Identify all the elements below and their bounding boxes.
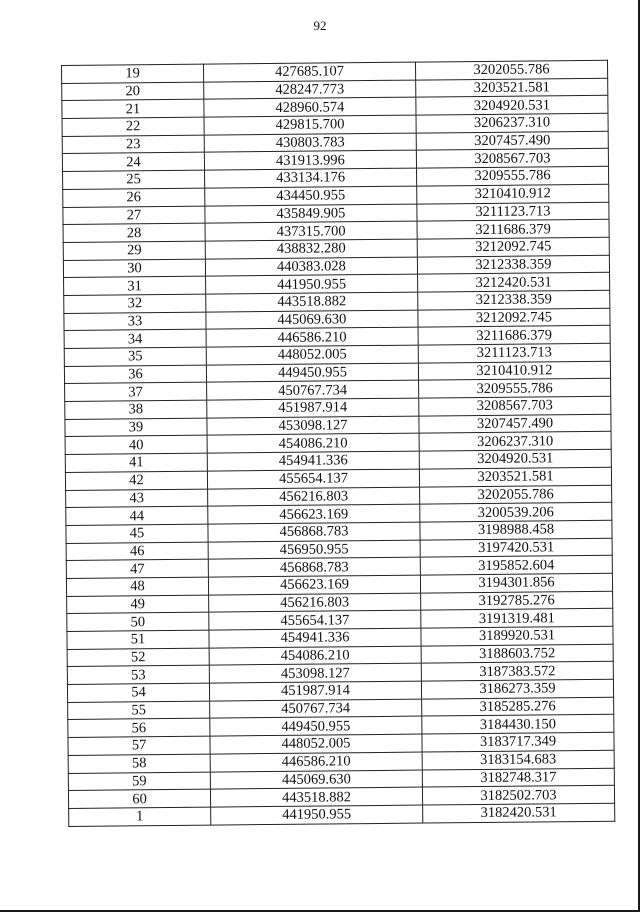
y-coordinate-cell: 3200539.206 bbox=[420, 502, 612, 522]
x-coordinate-cell: 456950.955 bbox=[208, 540, 420, 560]
y-coordinate-cell: 3194301.856 bbox=[420, 573, 612, 593]
x-coordinate-cell: 453098.127 bbox=[207, 416, 419, 436]
x-coordinate-cell: 443518.882 bbox=[210, 787, 422, 807]
x-coordinate-cell: 437315.700 bbox=[205, 221, 417, 241]
point-number-cell: 60 bbox=[68, 789, 210, 808]
y-coordinate-cell: 3184430.150 bbox=[422, 715, 614, 735]
point-number-cell: 19 bbox=[62, 64, 204, 83]
y-coordinate-cell: 3187383.572 bbox=[421, 662, 613, 682]
point-number-cell: 47 bbox=[66, 559, 208, 578]
point-number-cell: 55 bbox=[68, 701, 210, 720]
point-number-cell: 27 bbox=[63, 206, 205, 225]
y-coordinate-cell: 3207457.490 bbox=[416, 131, 608, 151]
x-coordinate-cell: 451987.914 bbox=[207, 398, 419, 418]
x-coordinate-cell: 450767.734 bbox=[210, 699, 422, 719]
x-coordinate-cell: 428960.574 bbox=[204, 97, 416, 117]
y-coordinate-cell: 3210410.912 bbox=[417, 184, 609, 204]
point-number-cell: 33 bbox=[64, 312, 206, 331]
coordinates-table-body bbox=[62, 60, 615, 826]
y-coordinate-cell: 3186273.359 bbox=[421, 679, 613, 699]
y-coordinate-cell: 3198988.458 bbox=[420, 520, 612, 540]
y-coordinate-cell: 3182420.531 bbox=[423, 803, 615, 823]
x-coordinate-cell: 441950.955 bbox=[206, 274, 418, 294]
y-coordinate-cell: 3202055.786 bbox=[420, 485, 612, 505]
x-coordinate-cell: 445069.630 bbox=[210, 770, 422, 790]
y-coordinate-cell: 3183154.683 bbox=[422, 750, 614, 770]
point-number-cell: 52 bbox=[67, 648, 209, 667]
x-coordinate-cell: 434450.955 bbox=[205, 186, 417, 206]
y-coordinate-cell: 3203521.581 bbox=[419, 467, 611, 487]
y-coordinate-cell: 3206237.310 bbox=[416, 113, 608, 133]
x-coordinate-cell: 454941.336 bbox=[207, 451, 419, 471]
y-coordinate-cell: 3185285.276 bbox=[422, 697, 614, 717]
x-coordinate-cell: 428247.773 bbox=[204, 80, 416, 100]
x-coordinate-cell: 456623.169 bbox=[208, 504, 420, 524]
point-number-cell: 31 bbox=[64, 276, 206, 295]
point-number-cell: 43 bbox=[66, 489, 208, 508]
y-coordinate-cell: 3188603.752 bbox=[421, 644, 613, 664]
point-number-cell: 51 bbox=[67, 630, 209, 649]
y-coordinate-cell: 3183717.349 bbox=[422, 732, 614, 752]
page-number: 92 bbox=[313, 18, 327, 33]
x-coordinate-cell: 446586.210 bbox=[206, 327, 418, 347]
x-coordinate-cell: 456216.803 bbox=[209, 593, 421, 613]
point-number-cell: 58 bbox=[68, 754, 210, 773]
point-number-cell: 40 bbox=[65, 436, 207, 455]
point-number-cell: 1 bbox=[69, 807, 211, 826]
point-number-cell: 34 bbox=[64, 329, 206, 348]
x-coordinate-cell: 441950.955 bbox=[211, 805, 423, 825]
x-coordinate-cell: 450767.734 bbox=[207, 380, 419, 400]
y-coordinate-cell: 3212338.359 bbox=[417, 255, 609, 275]
y-coordinate-cell: 3202055.786 bbox=[415, 60, 607, 80]
y-coordinate-cell: 3210410.912 bbox=[418, 361, 610, 381]
x-coordinate-cell: 446586.210 bbox=[210, 752, 422, 772]
y-coordinate-cell: 3211686.379 bbox=[418, 326, 610, 346]
point-number-cell: 36 bbox=[64, 365, 206, 384]
x-coordinate-cell: 445069.630 bbox=[206, 310, 418, 330]
y-coordinate-cell: 3203521.581 bbox=[416, 78, 608, 98]
x-coordinate-cell: 435849.905 bbox=[205, 204, 417, 224]
y-coordinate-cell: 3207457.490 bbox=[419, 414, 611, 434]
x-coordinate-cell: 427685.107 bbox=[203, 62, 415, 82]
point-number-cell: 35 bbox=[64, 347, 206, 366]
y-coordinate-cell: 3209555.786 bbox=[417, 166, 609, 186]
y-coordinate-cell: 3182748.317 bbox=[422, 768, 614, 788]
x-coordinate-cell: 449450.955 bbox=[206, 363, 418, 383]
point-number-cell: 42 bbox=[65, 471, 207, 490]
x-coordinate-cell: 456216.803 bbox=[208, 487, 420, 507]
y-coordinate-cell: 3195852.604 bbox=[420, 555, 612, 575]
point-number-cell: 26 bbox=[63, 188, 205, 207]
y-coordinate-cell: 3212092.745 bbox=[418, 308, 610, 328]
y-coordinate-cell: 3209555.786 bbox=[419, 379, 611, 399]
x-coordinate-cell: 431913.996 bbox=[204, 151, 416, 171]
x-coordinate-cell: 438832.280 bbox=[205, 239, 417, 259]
point-number-cell: 29 bbox=[63, 241, 205, 260]
coordinates-table bbox=[61, 60, 615, 827]
y-coordinate-cell: 3208567.703 bbox=[416, 149, 608, 169]
y-coordinate-cell: 3192785.276 bbox=[421, 591, 613, 611]
x-coordinate-cell: 448052.005 bbox=[206, 345, 418, 365]
x-coordinate-cell: 454086.210 bbox=[209, 646, 421, 666]
y-coordinate-cell: 3204920.531 bbox=[416, 96, 608, 116]
y-coordinate-cell: 3208567.703 bbox=[419, 396, 611, 416]
point-number-cell: 44 bbox=[66, 506, 208, 525]
point-number-cell: 30 bbox=[63, 259, 205, 278]
point-number-cell: 25 bbox=[63, 170, 205, 189]
x-coordinate-cell: 440383.028 bbox=[205, 257, 417, 277]
x-coordinate-cell: 433134.176 bbox=[205, 168, 417, 188]
point-number-cell: 48 bbox=[66, 577, 208, 596]
x-coordinate-cell: 451987.914 bbox=[209, 681, 421, 701]
y-coordinate-cell: 3212420.531 bbox=[418, 272, 610, 292]
point-number-cell: 28 bbox=[63, 223, 205, 242]
x-coordinate-cell: 456868.783 bbox=[208, 522, 420, 542]
x-coordinate-cell: 448052.005 bbox=[210, 734, 422, 754]
y-coordinate-cell: 3191319.481 bbox=[421, 609, 613, 629]
y-coordinate-cell: 3189920.531 bbox=[421, 626, 613, 646]
point-number-cell: 49 bbox=[67, 595, 209, 614]
point-number-cell: 39 bbox=[65, 418, 207, 437]
point-number-cell: 46 bbox=[66, 542, 208, 561]
x-coordinate-cell: 454941.336 bbox=[209, 628, 421, 648]
x-coordinate-cell: 430803.783 bbox=[204, 133, 416, 153]
x-coordinate-cell: 455654.137 bbox=[207, 469, 419, 489]
point-number-cell: 45 bbox=[66, 524, 208, 543]
x-coordinate-cell: 455654.137 bbox=[209, 610, 421, 630]
x-coordinate-cell: 454086.210 bbox=[207, 434, 419, 454]
point-number-cell: 56 bbox=[68, 719, 210, 738]
x-coordinate-cell: 443518.882 bbox=[206, 292, 418, 312]
point-number-cell: 23 bbox=[62, 135, 204, 154]
x-coordinate-cell: 449450.955 bbox=[210, 717, 422, 737]
point-number-cell: 57 bbox=[68, 736, 210, 755]
x-coordinate-cell: 456623.169 bbox=[208, 575, 420, 595]
point-number-cell: 41 bbox=[65, 453, 207, 472]
point-number-cell: 32 bbox=[64, 294, 206, 313]
point-number-cell: 24 bbox=[62, 153, 204, 172]
y-coordinate-cell: 3182502.703 bbox=[422, 785, 614, 805]
point-number-cell: 22 bbox=[62, 117, 204, 136]
point-number-cell: 20 bbox=[62, 82, 204, 101]
point-number-cell: 59 bbox=[68, 772, 210, 791]
x-coordinate-cell: 456868.783 bbox=[208, 557, 420, 577]
y-coordinate-cell: 3212338.359 bbox=[418, 290, 610, 310]
y-coordinate-cell: 3211123.713 bbox=[417, 202, 609, 222]
y-coordinate-cell: 3206237.310 bbox=[419, 432, 611, 452]
point-number-cell: 37 bbox=[65, 382, 207, 401]
point-number-cell: 53 bbox=[67, 665, 209, 684]
x-coordinate-cell: 429815.700 bbox=[204, 115, 416, 135]
point-number-cell: 38 bbox=[65, 400, 207, 419]
y-coordinate-cell: 3211686.379 bbox=[417, 219, 609, 239]
y-coordinate-cell: 3211123.713 bbox=[418, 343, 610, 363]
y-coordinate-cell: 3204920.531 bbox=[419, 449, 611, 469]
x-coordinate-cell: 453098.127 bbox=[209, 663, 421, 683]
y-coordinate-cell: 3197420.531 bbox=[420, 538, 612, 558]
point-number-cell: 54 bbox=[67, 683, 209, 702]
point-number-cell: 21 bbox=[62, 100, 204, 119]
point-number-cell: 50 bbox=[67, 612, 209, 631]
y-coordinate-cell: 3212092.745 bbox=[417, 237, 609, 257]
